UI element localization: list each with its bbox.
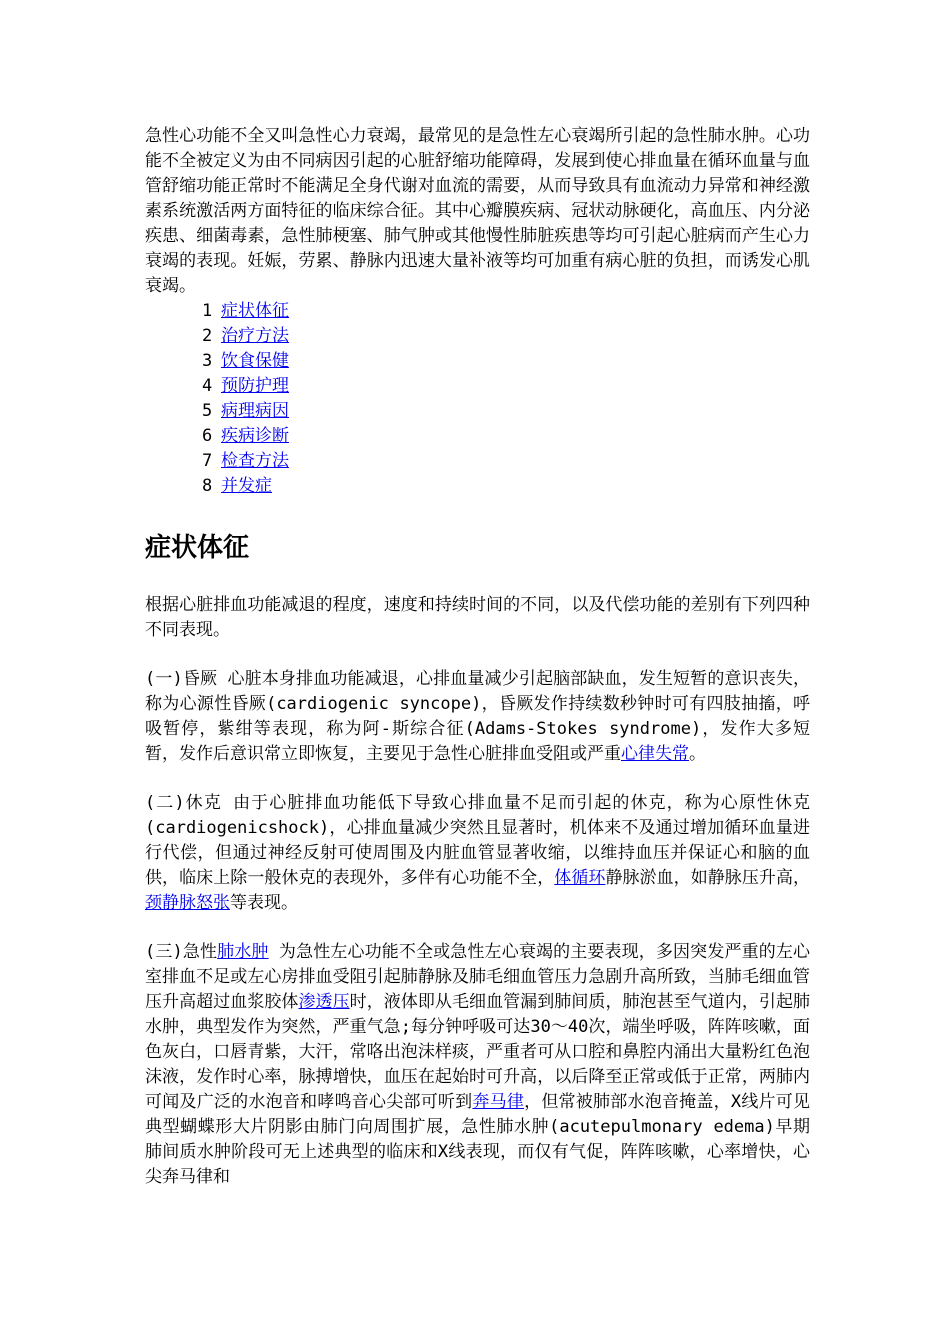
gallop-rhythm-link[interactable]: 奔马律: [472, 1092, 525, 1112]
toc-item: 7 检查方法: [202, 451, 289, 471]
systemic-circulation-link[interactable]: 体循环: [554, 868, 606, 888]
toc-item: 3 饮食保健: [202, 351, 289, 371]
toc-item: 4 预防护理: [202, 376, 289, 396]
jugular-distension-link[interactable]: 颈静脉怒张: [145, 893, 230, 913]
toc-item: 1 症状体征: [202, 301, 289, 321]
toc-item: 8 并发症: [202, 476, 272, 496]
syncope-paragraph: (一)昏厥 心脏本身排血功能减退，心排血量减少引起脑部缺血，发生短暂的意识丧失，称为心源性昏厥(cardiogenic syncope)，昏厥发作持续数秒钟时可有四肢抽搐，呼吸暂停，紫绀等表现，称为阿-斯综合征(Adams-Stokes syndrome)，发作大多短暂，发作后意识常立即恢复，主要见于急性心脏排血受阻或严重心律失常。: [145, 669, 810, 764]
pulmonary-edema-link[interactable]: 肺水肿: [217, 942, 269, 962]
toc-link-examination[interactable]: 检查方法: [221, 451, 289, 471]
toc-link-treatment[interactable]: 治疗方法: [221, 326, 289, 346]
section-lead-paragraph: 根据心脏排血功能减退的程度，速度和持续时间的不同，以及代偿功能的差别有下列四种不同表现。: [145, 595, 810, 640]
toc-link-diet[interactable]: 饮食保健: [221, 351, 289, 371]
table-of-contents: [145, 299, 810, 499]
toc-link-symptoms[interactable]: 症状体征: [221, 301, 289, 321]
section-heading: 症状体征: [145, 533, 250, 563]
intro-paragraph: 急性心功能不全又叫急性心力衰竭，最常见的是急性左心衰竭所引起的急性肺水肿。心功能不全被定义为由不同病因引起的心脏舒缩功能障碍，发展到使心排血量在循环血量与血管舒缩功能正常时不能满足全身代谢对血流的需要，从而导致具有血流动力异常和神经激素系统激活两方面特征的临床综合征。其中心瓣膜疾病、冠状动脉硬化，高血压、内分泌疾患、细菌毒素，急性肺梗塞、肺气肿或其他慢性肺脏疾患等均可引起心脏病而产生心力衰竭的表现。妊娠，劳累、静脉内迅速大量补液等均可加重有病心脏的负担，而诱发心肌衰竭。: [145, 126, 810, 296]
toc-item: 5 病理病因: [202, 401, 289, 421]
toc-link-complications[interactable]: 并发症: [221, 476, 272, 496]
toc-link-pathology[interactable]: 病理病因: [221, 401, 289, 421]
toc-link-diagnosis[interactable]: 疾病诊断: [221, 426, 289, 446]
shock-paragraph: (二)休克 由于心脏排血功能低下导致心排血量不足而引起的休克，称为心原性休克(cardiogenicshock)，心排血量减少突然且显著时，机体来不及通过增加循环血量进行代偿，但通过神经反射可使周围及内脏血管显著收缩，以维持血压并保证心和脑的血供，临床上除一般休克的表现外，多伴有心功能不全，体循环静脉淤血，如静脉压升高，颈静脉怒张等表现。: [145, 793, 811, 913]
toc-item: 2 治疗方法: [202, 326, 289, 346]
pulmonary-edema-paragraph: (三)急性肺水肿 为急性左心功能不全或急性左心衰竭的主要表现，多因突发严重的左心室排血不足或左心房排血受阻引起肺静脉及肺毛细血管压力急剧升高所致，当肺毛细血管压升高超过血浆胶体渗透压时，液体即从毛细血管漏到肺间质，肺泡甚至气道内，引起肺水肿，典型发作为突然，严重气急;每分钟呼吸可达30～40次，端坐呼吸，阵阵咳嗽，面色灰白，口唇青紫，大汗，常咯出泡沫样痰，严重者可从口腔和鼻腔内涌出大量粉红色泡沫液，发作时心率，脉搏增快，血压在起始时可升高，以后降至正常或低于正常，两肺内可闻及广泛的水泡音和哮鸣音心尖部可听到奔马律，但常被肺部水泡音掩盖，X线片可见典型蝴蝶形大片阴影由肺门向周围扩展，急性肺水肿(acutepulmonary edema)早期肺间质水肿阶段可无上述典型的临床和X线表现，而仅有气促，阵阵咳嗽，心率增快，心尖奔马律和: [145, 942, 811, 1187]
article-body: [145, 124, 810, 1190]
toc-link-prevention[interactable]: 预防护理: [221, 376, 289, 396]
toc-item: 6 疾病诊断: [202, 426, 289, 446]
osmotic-pressure-link[interactable]: 渗透压: [298, 992, 350, 1012]
arrhythmia-link[interactable]: 心律失常: [621, 744, 689, 764]
